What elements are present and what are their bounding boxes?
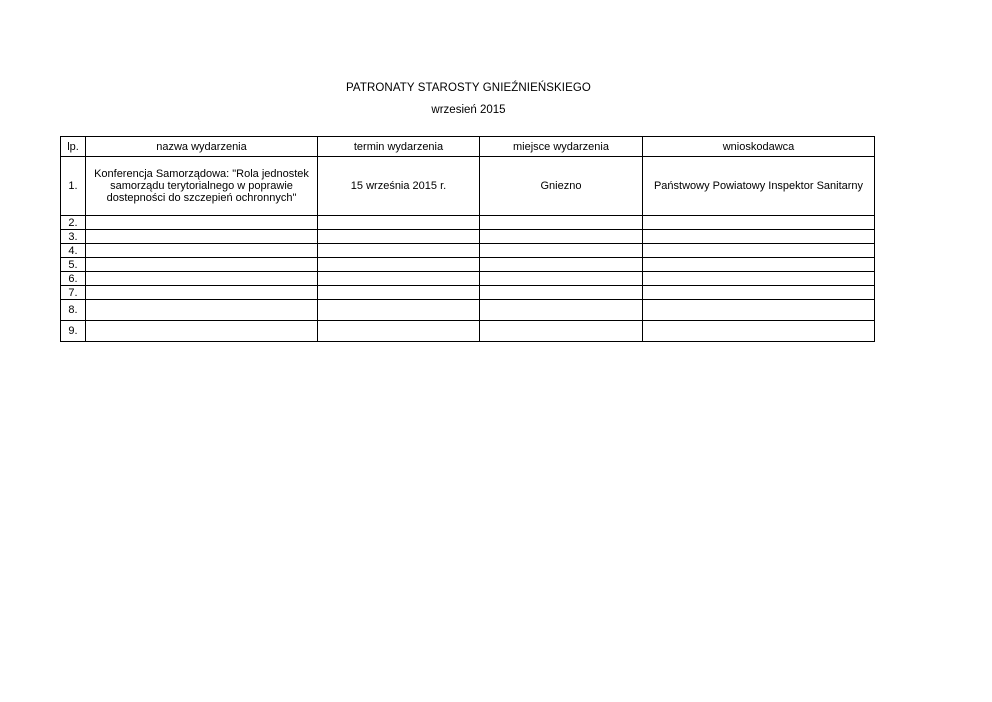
table-row <box>61 258 875 272</box>
table-row <box>61 244 875 258</box>
patronage-table <box>60 136 875 342</box>
row-event-place <box>480 216 643 230</box>
row-event-place <box>480 300 643 321</box>
row-lp: 1. <box>61 157 86 216</box>
header-applicant: wnioskodawca <box>643 137 875 157</box>
table-row <box>61 300 875 321</box>
row-event-place: Gniezno <box>480 157 643 216</box>
table-row <box>61 321 875 342</box>
row-event-place <box>480 230 643 244</box>
table-header-row <box>61 137 875 157</box>
row-event-date <box>318 230 480 244</box>
row-event-name <box>86 321 318 342</box>
row-applicant <box>643 230 875 244</box>
table-row <box>61 286 875 300</box>
row-event-place <box>480 272 643 286</box>
header-event-name: nazwa wydarzenia <box>86 137 318 157</box>
row-event-place <box>480 244 643 258</box>
row-event-name <box>86 300 318 321</box>
row-event-name <box>86 216 318 230</box>
row-applicant <box>643 244 875 258</box>
row-event-date <box>318 300 480 321</box>
row-applicant <box>643 300 875 321</box>
row-lp: 7. <box>61 286 86 300</box>
row-applicant <box>643 216 875 230</box>
row-event-name <box>86 244 318 258</box>
header-event-place: miejsce wydarzenia <box>480 137 643 157</box>
row-lp: 6. <box>61 272 86 286</box>
row-applicant <box>643 321 875 342</box>
table-row <box>61 272 875 286</box>
row-event-place <box>480 286 643 300</box>
row-event-place <box>480 258 643 272</box>
row-applicant <box>643 286 875 300</box>
document-subtitle: wrzesień 2015 <box>431 104 506 116</box>
row-lp: 9. <box>61 321 86 342</box>
row-event-name <box>86 258 318 272</box>
row-event-name <box>86 230 318 244</box>
row-applicant: Państwowy Powiatowy Inspektor Sanitarny <box>643 157 875 216</box>
row-event-name <box>86 272 318 286</box>
header-lp: lp. <box>61 137 86 157</box>
table-row <box>61 157 875 216</box>
row-event-place <box>480 321 643 342</box>
header-event-date: termin wydarzenia <box>318 137 480 157</box>
table-row <box>61 230 875 244</box>
row-event-date <box>318 244 480 258</box>
table-row <box>61 216 875 230</box>
row-lp: 3. <box>61 230 86 244</box>
row-event-date: 15 września 2015 r. <box>318 157 480 216</box>
row-event-date <box>318 272 480 286</box>
row-event-name: Konferencja Samorządowa: "Rola jednostek samorządu terytorialnego w poprawie dostepności do szczepień ochronnych" <box>86 157 318 216</box>
row-event-date <box>318 321 480 342</box>
row-event-date <box>318 286 480 300</box>
row-lp: 2. <box>61 216 86 230</box>
row-event-name <box>86 286 318 300</box>
row-lp: 8. <box>61 300 86 321</box>
row-applicant <box>643 258 875 272</box>
row-event-date <box>318 258 480 272</box>
row-event-date <box>318 216 480 230</box>
row-lp: 5. <box>61 258 86 272</box>
row-applicant <box>643 272 875 286</box>
document-title: PATRONATY STAROSTY GNIEŹNIEŃSKIEGO <box>346 82 591 94</box>
row-lp: 4. <box>61 244 86 258</box>
